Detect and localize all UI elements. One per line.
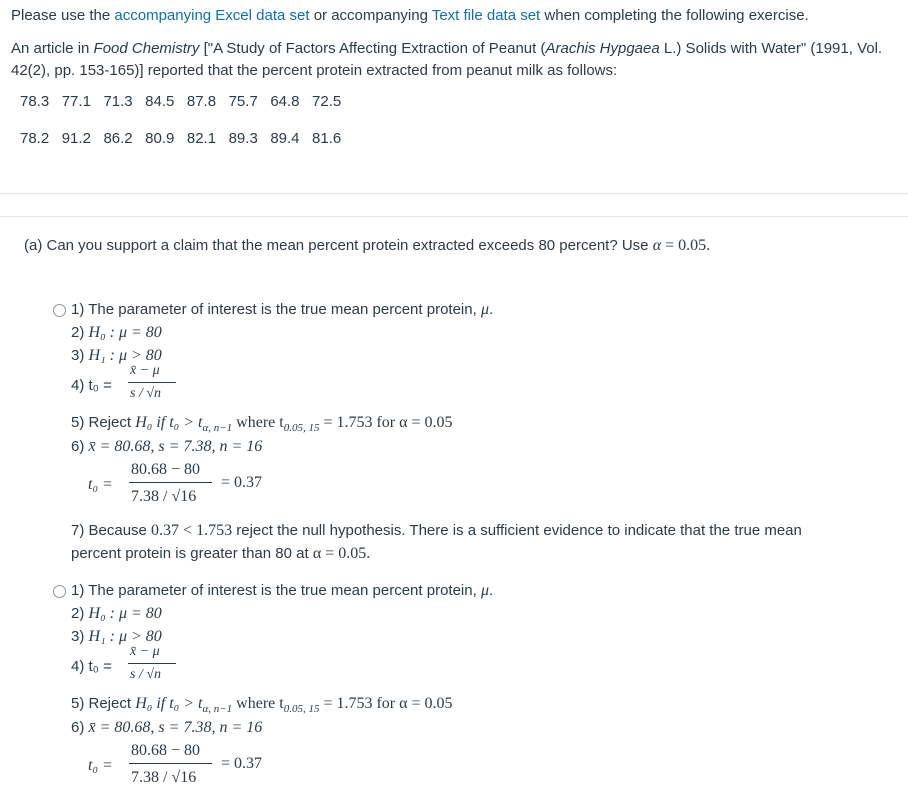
step-label: 3) xyxy=(71,628,89,645)
option-2-t0-label: t₀ = xyxy=(88,757,113,774)
alternative-hypothesis: H₁ : μ > 80 xyxy=(88,347,162,364)
option-1-step2 xyxy=(71,324,162,342)
rejection-rule: H₀ if t₀ > t xyxy=(135,695,203,712)
intro-suffix: when completing the following exercise. xyxy=(540,7,809,24)
fraction-bar xyxy=(129,763,212,764)
data-value: 82.1 xyxy=(186,130,217,147)
option-2-step4-denominator: s / √n xyxy=(130,667,162,682)
null-hypothesis: H₀ : μ = 80 xyxy=(88,324,162,341)
option-2-t0-denominator: 7.38 / √16 xyxy=(131,769,197,786)
citation-text: ["A Study of Factors Affecting Extraction of Peanut ( xyxy=(199,40,546,57)
option-1-step4-label: 4) t₀ = xyxy=(71,377,112,394)
critical-value: = 1.753 for α = 0.05 xyxy=(319,414,453,431)
data-value: 80.9 xyxy=(145,130,175,147)
sample-stats: x̄ = 80.68, s = 7.38, n = 16 xyxy=(88,719,263,736)
subscript: α, n−1 xyxy=(202,422,233,434)
alpha-symbol: α xyxy=(652,237,662,254)
mu-symbol: μ xyxy=(480,582,489,599)
step-text: percent protein is greater than 80 at xyxy=(71,545,313,562)
option-1-step1: 1) The parameter of interest is the true mean percent protein, μ. xyxy=(71,301,494,318)
data-value: 86.2 xyxy=(103,130,133,147)
option-1-radio[interactable] xyxy=(53,304,66,317)
intro-text xyxy=(11,7,809,24)
data-value: 78.3 xyxy=(20,93,50,110)
article-citation-line1 xyxy=(11,40,882,57)
fraction-bar xyxy=(129,482,212,483)
species-name: Arachis Hypgaea xyxy=(545,40,660,57)
option-2-step5 xyxy=(71,695,453,713)
comparison: 0.37 < 1.753 xyxy=(151,522,233,539)
step-text: 1) The parameter of interest is the true mean percent protein, xyxy=(71,582,481,599)
step-label: 5) Reject xyxy=(71,414,136,431)
option-1-t0-numerator: 80.68 − 80 xyxy=(131,461,201,478)
step-text: 7) Because xyxy=(71,522,152,539)
data-row-1 xyxy=(20,93,341,110)
data-value: 91.2 xyxy=(61,130,91,147)
option-1-step7 xyxy=(71,522,802,540)
alpha-value: = 0.05. xyxy=(661,237,711,254)
step-label: 3) xyxy=(71,347,89,364)
step-label: 6) xyxy=(71,719,89,736)
option-2-step4-label: 4) t₀ = xyxy=(71,658,112,675)
divider xyxy=(0,193,908,194)
data-value: 77.1 xyxy=(61,93,91,110)
alternative-hypothesis: H₁ : μ > 80 xyxy=(88,628,162,645)
option-1-step6 xyxy=(71,438,262,456)
subscript: 0.05, 15 xyxy=(283,703,320,715)
excel-data-link[interactable]: accompanying Excel data set xyxy=(114,7,310,24)
article-citation-line2: 42(2), pp. 153-165)] reported that the percent protein extracted from peanut milk as follows: xyxy=(11,62,618,79)
question-text: (a) Can you support a claim that the mean percent protein extracted exceeds 80 percent? Use xyxy=(24,237,653,254)
where-text: where t xyxy=(232,414,284,431)
rejection-rule: H₀ if t₀ > t xyxy=(135,414,203,431)
where-text: where t xyxy=(232,695,284,712)
citation-text: An article in xyxy=(11,40,94,57)
step-label: 6) xyxy=(71,438,89,455)
question-a xyxy=(24,237,710,255)
option-2-radio[interactable] xyxy=(53,585,66,598)
critical-value: = 1.753 for α = 0.05 xyxy=(319,695,453,712)
step-label: 2) xyxy=(71,605,89,622)
journal-name: Food Chemistry xyxy=(93,40,200,57)
fraction-bar xyxy=(128,382,176,383)
fraction-bar xyxy=(128,663,176,664)
option-2-step4-numerator: x̄ − μ xyxy=(130,644,160,659)
data-value: 75.7 xyxy=(228,93,258,110)
data-value: 71.3 xyxy=(103,93,133,110)
data-value: 89.3 xyxy=(228,130,258,147)
option-2-step1: 1) The parameter of interest is the true mean percent protein, μ. xyxy=(71,582,494,599)
step-text: 1) The parameter of interest is the true mean percent protein, xyxy=(71,301,481,318)
data-value: 78.2 xyxy=(20,130,50,147)
option-2-t0-numerator: 80.68 − 80 xyxy=(131,742,201,759)
subscript: 0.05, 15 xyxy=(283,422,320,434)
data-value: 87.8 xyxy=(186,93,217,110)
option-2-step6 xyxy=(71,719,262,737)
data-value: 84.5 xyxy=(145,93,175,110)
data-value: 72.5 xyxy=(312,93,342,110)
mu-symbol: μ xyxy=(480,301,489,318)
option-1-step4-denominator: s / √n xyxy=(130,386,162,401)
null-hypothesis: H₀ : μ = 80 xyxy=(88,605,162,622)
intro-middle: or accompanying xyxy=(309,7,432,24)
step-text: reject the null hypothesis. There is a sufficient evidence to indicate that the true mean xyxy=(232,522,802,539)
subscript: α, n−1 xyxy=(202,703,233,715)
divider xyxy=(0,216,908,217)
text-file-data-link[interactable]: Text file data set xyxy=(431,7,541,24)
data-row-2 xyxy=(20,130,341,147)
step-label: 2) xyxy=(71,324,89,341)
alpha-value: α = 0.05. xyxy=(312,545,371,562)
option-1-step7-line2 xyxy=(71,545,370,563)
data-value: 64.8 xyxy=(270,93,300,110)
option-1-t0-value: = 0.37 xyxy=(221,474,263,491)
option-1-t0-label: t₀ = xyxy=(88,476,113,493)
sample-stats: x̄ = 80.68, s = 7.38, n = 16 xyxy=(88,438,263,455)
option-2-t0-value: = 0.37 xyxy=(221,755,263,772)
intro-prefix: Please use the xyxy=(11,7,115,24)
option-1-step5 xyxy=(71,414,453,432)
option-1-step4-numerator: x̄ − μ xyxy=(130,363,160,378)
step-label: 5) Reject xyxy=(71,695,136,712)
option-2-step2 xyxy=(71,605,162,623)
data-value: 89.4 xyxy=(270,130,300,147)
citation-text: L.) Solids with Water" (1991, Vol. xyxy=(659,40,883,57)
data-value: 81.6 xyxy=(312,130,342,147)
option-1-t0-denominator: 7.38 / √16 xyxy=(131,488,197,505)
